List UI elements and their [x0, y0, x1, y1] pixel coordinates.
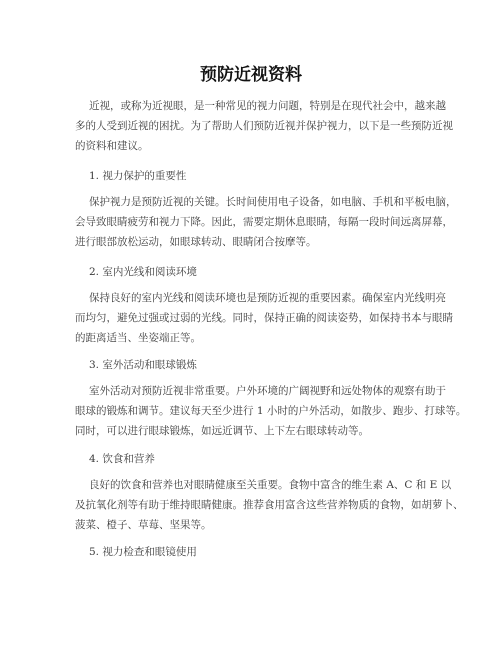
paragraph-line: 同时，可以进行眼球锻炼，如远近调节、上下左右眼球转动等。	[75, 425, 369, 437]
section-paragraph-3	[75, 381, 467, 441]
intro-line: 的资料和建议。	[75, 140, 149, 152]
paragraph-line: 而均匀，避免过强或过弱的光线。同时，保持正确的阅读姿势，如保持书本与眼睛	[75, 312, 453, 324]
paragraph-line: 眼球的锻炼和调节。建议每天至少进行 1 小时的户外活动，如散步、跑步、打球等。	[75, 405, 467, 417]
paragraph-line: 的距离适当、坐姿端正等。	[75, 332, 201, 344]
section-heading-4: 4. 饮食和营养	[89, 453, 155, 465]
paragraph-line: 保护视力是预防近视的关键。长时间使用电子设备，如电脑、手机和平板电脑，	[89, 196, 457, 208]
document-title: 预防近视资料	[200, 65, 302, 85]
section-heading-3: 3. 室外活动和眼球锻炼	[89, 359, 197, 371]
intro-line: 多的人受到近视的困扰。为了帮助人们预防近视并保护视力，以下是一些预防近视	[75, 120, 453, 132]
paragraph-line: 保持良好的室内光线和阅读环境也是预防近视的重要因素。确保室内光线明亮	[89, 292, 446, 304]
intro-line: 近视，或称为近视眼，是一种常见的视力问题，特别是在现代社会中，越来越	[89, 100, 446, 112]
paragraph-line: 室外活动对预防近视非常重要。户外环境的广阔视野和远处物体的观察有助于	[89, 385, 446, 397]
paragraph-line: 良好的饮食和营养也对眼睛健康至关重要。食物中富含的维生素 A、C 和 E 以	[89, 479, 452, 491]
section-paragraph-4	[75, 475, 464, 535]
section-paragraph-2	[75, 288, 453, 348]
paragraph-line: 会导致眼睛疲劳和视力下降。因此，需要定期休息眼睛，每隔一段时间远离屏幕，	[75, 216, 453, 228]
section-heading-5: 5. 视力检查和眼镜使用	[89, 546, 197, 558]
section-heading-1: 1. 视力保护的重要性	[89, 170, 187, 182]
paragraph-line: 进行眼部放松运动，如眼球转动、眼睛闭合按摩等。	[75, 236, 317, 248]
section-paragraph-1	[75, 192, 457, 252]
intro-paragraph	[75, 96, 453, 156]
section-heading-2: 2. 室内光线和阅读环境	[89, 266, 197, 278]
paragraph-line: 及抗氧化剂等有助于维持眼睛健康。推荐食用富含这些营养物质的食物，如胡萝卜、	[75, 499, 464, 511]
paragraph-line: 菠菜、橙子、草莓、坚果等。	[75, 519, 212, 531]
